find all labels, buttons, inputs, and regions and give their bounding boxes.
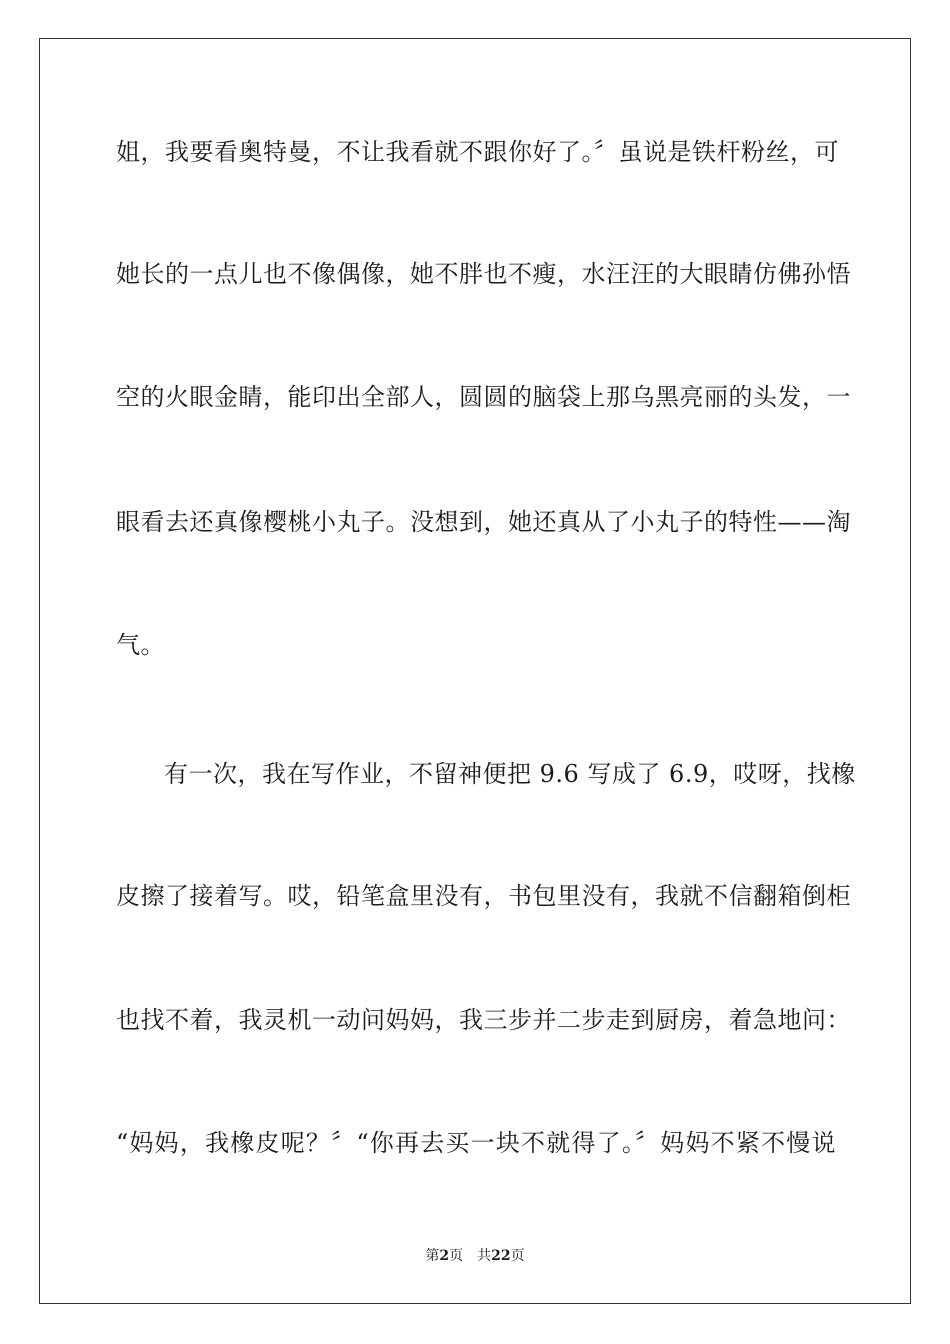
text-line-3: 空的火眼金睛，能印出全部人，圆圆的脑袋上那乌黑亮丽的头发，一 (116, 383, 851, 411)
page-border (39, 38, 911, 1304)
text-line-9: “妈妈，我橡皮呢？〞“你再去买一块不就得了。〞妈妈不紧不慢说 (116, 1129, 836, 1157)
text-line-8: 也找不着，我灵机一动问妈妈，我三步并二步走到厨房，着急地问： (116, 1006, 851, 1034)
text-line-4: 眼看去还真像樱桃小丸子。没想到，她还真从了小丸子的特性——淘 (116, 508, 851, 536)
page-suffix: 页 (449, 1248, 464, 1264)
total-pages: 22 (491, 1248, 511, 1264)
text-line-7: 皮擦了接着写。哎，铅笔盒里没有，书包里没有，我就不信翻箱倒柜 (116, 882, 851, 910)
text-line-2: 她长的一点儿也不像偶像，她不胖也不瘦，水汪汪的大眼睛仿佛孙悟 (116, 260, 851, 288)
page-footer (0, 1246, 950, 1266)
text-line-6: 有一次，我在写作业，不留神便把 9.6 写成了 6.9，哎呀，找橡 (164, 760, 856, 788)
page-number: 2 (439, 1248, 450, 1264)
text-line-1: 姐，我要看奥特曼，不让我看就不跟你好了。〞虽说是铁杆粉丝，可 (116, 138, 839, 166)
total-prefix: 共 (477, 1248, 492, 1264)
page-prefix: 第 (425, 1248, 440, 1264)
total-suffix: 页 (510, 1248, 525, 1264)
text-line-5: 气。 (116, 631, 165, 659)
